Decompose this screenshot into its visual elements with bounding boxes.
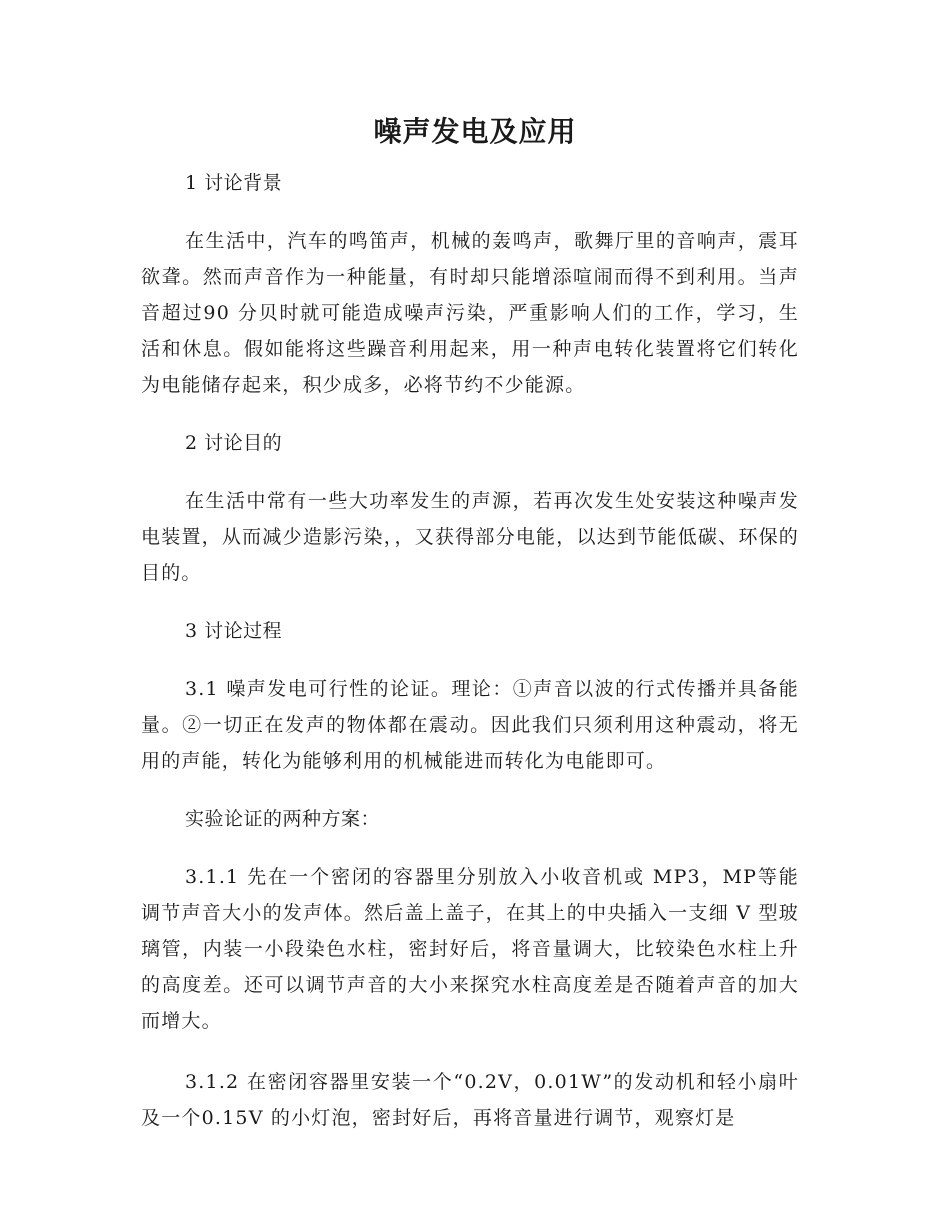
paragraph-purpose: 在生活中常有一些大功率发生的声源，若再次发生处安装这种噪声发电装置，从而减少造影污染，，又获得部分电能，以达到节能低碳、环保的目的。 <box>141 490 799 584</box>
paragraph-plan-2: 3.1.2 在密闭容器里安装一个“0.2V，0.01W”的发动机和轻小扇叶及一个0.15V 的小灯泡，密封好后，再将音量进行调节，观察灯是 <box>141 1071 799 1129</box>
paragraph-background: 在生活中，汽车的鸣笛声，机械的轰鸣声，歌舞厅里的音响声，震耳欲聋。然而声音作为一种能量，有时却只能增添喧闹而得不到利用。当声音超过90 分贝时就可能造成噪声污染，严重影响人们的工作，学习，生活和休息。假如能将这些躁音利用起来，用一种声电转化装置将它们转化为电能储存起来，积少成多，必将节约不少能源。 <box>141 230 799 396</box>
document-title: 噪声发电及应用 <box>373 115 577 148</box>
section-heading-purpose: 2 讨论目的 <box>185 432 283 454</box>
paragraph-plan-1: 3.1.1 先在一个密闭的容器里分别放入小收音机或 MP3，MP等能调节声音大小的发声体。然后盖上盖子，在其上的中央插入一支细 V 型玻璃管，内装一小段染色水柱，密封好后，将音量调大，比较染色水柱上升的高度差。还可以调节声音的大小来探究水柱高度差是否随着声音的加大而增大。 <box>141 866 799 1032</box>
paragraph-feasibility: 3.1 噪声发电可行性的论证。理论：①声音以波的行式传播并具备能量。②一切正在发声的物体都在震动。因此我们只须利用这种震动，将无用的声能，转化为能够利用的机械能进而转化为电能即可。 <box>141 678 799 772</box>
section-heading-process: 3 讨论过程 <box>185 620 283 642</box>
document-body <box>141 168 799 1161</box>
section-heading-background: 1 讨论背景 <box>185 172 283 194</box>
subheading-experiment-plans: 实验论证的两种方案： <box>185 808 381 830</box>
